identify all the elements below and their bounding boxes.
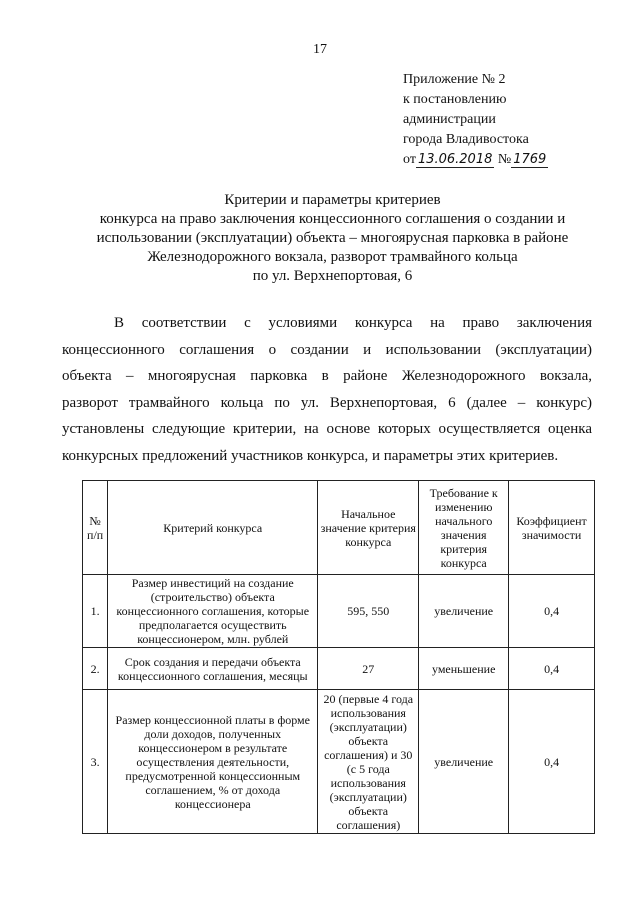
table-row: [83, 690, 595, 834]
body-paragraph: [62, 310, 592, 469]
row-num: 3.: [83, 690, 108, 834]
header-initial: Начальное значение критерия конкурса: [318, 481, 419, 575]
table-row: [83, 648, 595, 690]
row-num: 1.: [83, 575, 108, 648]
row-initial: 27: [318, 648, 419, 690]
criteria-table: [82, 480, 595, 834]
appendix-line: города Владивостока: [403, 132, 529, 147]
header-requirement: Требование к изменению начального значения критерия конкурса: [419, 481, 509, 575]
number-prefix: №: [497, 152, 512, 167]
table-header-row: [83, 481, 595, 575]
paragraph-line: установлены следующие критерии, на основе которых осуществляется оценка: [62, 421, 592, 437]
title-line: Критерии и параметры критериев: [224, 192, 441, 208]
appendix-line: Приложение № 2: [403, 72, 506, 87]
appendix-block: [403, 70, 548, 170]
header-criterion: Критерий конкурса: [108, 481, 318, 575]
title-line: по ул. Верхнепортовая, 6: [252, 268, 413, 284]
row-coefficient: 0,4: [509, 648, 595, 690]
row-criterion: Срок создания и передачи объекта концессионного соглашения, месяцы: [108, 648, 318, 690]
date-prefix: от: [403, 152, 416, 167]
paragraph-line: разворот трамвайного кольца по ул. Верхнепортовая, 6 (далее – конкурс): [62, 394, 592, 411]
header-num: № п/п: [83, 481, 108, 575]
title-line: конкурса на право заключения концессионного соглашения о создании и: [99, 211, 566, 227]
paragraph-line: В соответствии с условиями конкурса на право заключения: [114, 315, 592, 331]
title-line: использовании (эксплуатации) объекта – многоярусная парковка в районе: [96, 230, 569, 246]
paragraph-line: объекта – многоярусная парковка в районе Железнодорожного вокзала,: [62, 368, 592, 384]
appendix-date-line: [403, 150, 548, 170]
row-coefficient: 0,4: [509, 690, 595, 834]
appendix-line: к постановлению: [403, 92, 507, 107]
appendix-line: администрации: [403, 112, 496, 127]
row-coefficient: 0,4: [509, 575, 595, 648]
title-line: Железнодорожного вокзала, разворот трамвайного кольца: [147, 249, 518, 265]
handwritten-number: 1769: [513, 152, 547, 167]
paragraph-line: конкурсных предложений участников конкурса, и параметры этих критериев.: [62, 447, 559, 464]
row-requirement: увеличение: [419, 575, 509, 648]
row-initial: 595, 550: [318, 575, 419, 648]
row-initial: 20 (первые 4 года использования (эксплуатации) объекта соглашения) и 30 (с 5 года использования (эксплуатации) объекта соглашения): [318, 690, 419, 834]
row-requirement: уменьшение: [419, 648, 509, 690]
paragraph-line: концессионного соглашения о создании и использовании (эксплуатации): [62, 341, 592, 358]
handwritten-date: 13.06.2018: [417, 152, 493, 167]
header-coefficient: Коэффициент значимости: [509, 481, 595, 575]
row-criterion: Размер концессионной платы в форме доли доходов, полученных концессионером в результате осуществления деятельности, предусмотренной концессионным соглашением, % от дохода концессионера: [108, 690, 318, 834]
row-requirement: увеличение: [419, 690, 509, 834]
row-num: 2.: [83, 648, 108, 690]
document-title: [60, 191, 605, 286]
row-criterion: Размер инвестиций на создание (строительство) объекта концессионного соглашения, которые предполагается осуществить концессионером, млн. рублей: [108, 575, 318, 648]
table-row: [83, 575, 595, 648]
page-number: 17: [313, 42, 327, 57]
